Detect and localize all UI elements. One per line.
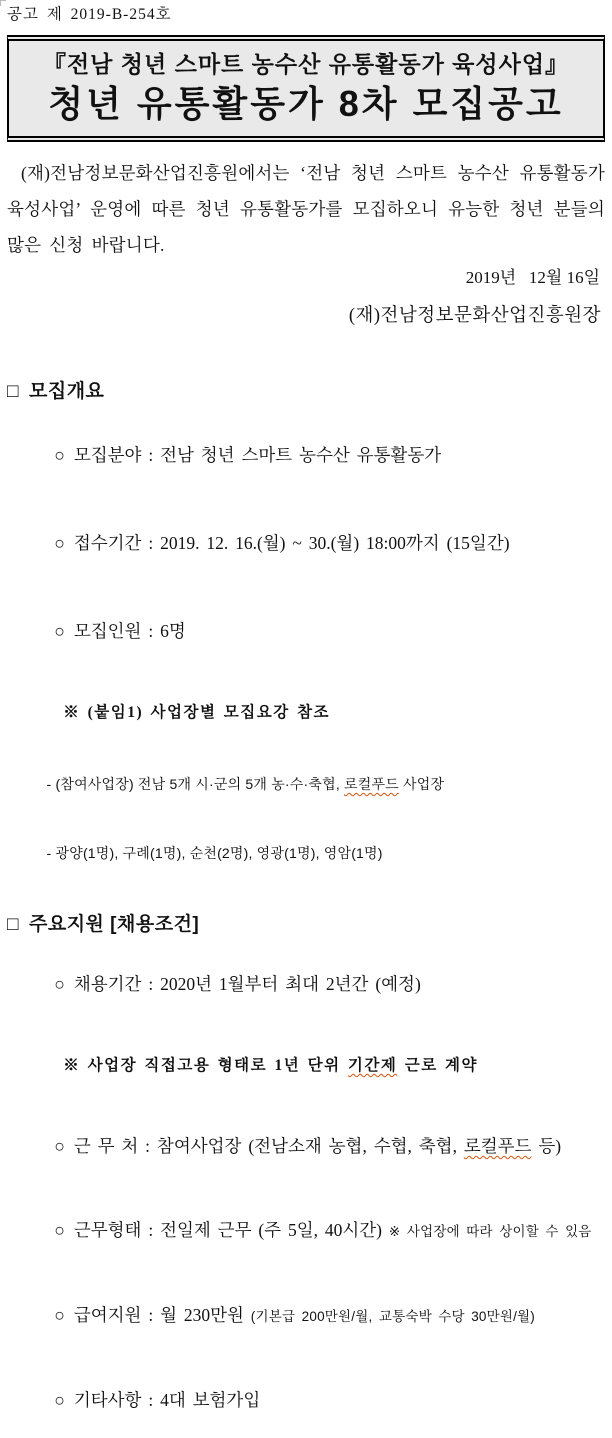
page-corner-crop-mark	[0, 0, 6, 6]
item-application-period	[7, 506, 605, 581]
circle-bullet-icon: ○	[54, 974, 65, 994]
colon: :	[141, 1390, 161, 1410]
colon: :	[138, 1136, 157, 1156]
item-label: 채용기간	[73, 974, 142, 994]
item-value: 4대 보험가입	[160, 1390, 261, 1410]
item-remark: (기본급 200만원/월, 교통숙박 수당 30만원/월)	[250, 1309, 535, 1324]
detail-text: (참여사업장) 전남 5개 시·군의 5개 농·수·축협,	[55, 776, 344, 792]
item-workplace	[7, 1109, 605, 1184]
item-employment-period	[7, 947, 605, 1022]
square-bullet-icon: □	[7, 914, 19, 935]
colon: :	[141, 1305, 161, 1325]
section-recruit-overview	[7, 379, 605, 885]
circle-bullet-icon: ○	[54, 445, 65, 465]
colon: :	[141, 621, 161, 641]
item-label: 모집인원	[73, 621, 142, 641]
doc-number: 공고 제 2019-B-254호	[7, 6, 172, 23]
spellcheck-word: 로컬푸드	[344, 776, 399, 792]
note-text: 근로 계약	[397, 1057, 478, 1074]
reference-mark-icon: ※	[63, 1057, 88, 1074]
section-heading-label: 주요지원 [채용조건]	[28, 914, 200, 935]
colon: :	[141, 533, 161, 553]
program-subtitle: 『전남 청년 스마트 농수산 유통활동가 육성사업』	[42, 51, 570, 77]
item-recruit-count	[7, 594, 605, 669]
detail-participating-workplaces	[7, 753, 605, 816]
note-contract-type	[7, 1031, 605, 1100]
item-work-type	[7, 1193, 605, 1269]
detail-region-quota	[7, 822, 605, 885]
section-heading-support	[7, 912, 605, 938]
intro-paragraph: (재)전남정보문화산업진흥원에서는 ‘전남 청년 스마트 농수산 유통활동가 육성사업’ 운영에 따른 청년 유통활동가를 모집하오니 유능한 청년 분들의 많은 신청 바랍니다.	[7, 163, 605, 255]
page-title: 청년 유통활동가 8차 모집공고	[48, 83, 564, 124]
note-text: 사업장 직접고용 형태로 1년 단위	[87, 1057, 348, 1074]
colon: :	[141, 1220, 161, 1240]
dash-bullet-icon: -	[46, 845, 56, 861]
title-box	[7, 35, 605, 142]
item-salary	[7, 1278, 605, 1354]
item-label: 모집분야	[73, 445, 142, 465]
section-support	[7, 912, 605, 1438]
item-label: 근무형태	[73, 1220, 142, 1240]
circle-bullet-icon: ○	[54, 1305, 65, 1325]
square-bullet-icon: □	[7, 381, 19, 402]
announcement-date: 2019년 12월 16일	[465, 268, 600, 287]
spellcheck-word: 로컬푸드	[463, 1136, 532, 1156]
item-value: 월 230만원	[160, 1305, 251, 1325]
item-value: 참여사업장 (전남소재 농협, 수협, 축협,	[156, 1136, 464, 1156]
item-label: 접수기간	[73, 533, 142, 553]
item-remark: ※ 사업장에 따라 상이할 수 있음	[388, 1224, 592, 1239]
colon: :	[141, 974, 161, 994]
circle-bullet-icon: ○	[54, 533, 65, 553]
item-value: 2020년 1월부터 최대 2년간 (예정)	[160, 974, 421, 994]
circle-bullet-icon: ○	[54, 1136, 65, 1156]
item-value: 2019. 12. 16.(월) ~ 30.(월) 18:00까지 (15일간)	[160, 533, 510, 553]
detail-text: 광양(1명), 구례(1명), 순천(2명), 영광(1명), 영암(1명)	[55, 845, 383, 861]
spellcheck-word: 기간제	[347, 1057, 398, 1074]
reference-mark-icon: ※	[63, 704, 88, 721]
item-recruit-field	[7, 418, 605, 493]
item-label: 근 무 처	[73, 1136, 139, 1156]
item-value: 6명	[160, 621, 186, 641]
dash-bullet-icon: -	[46, 776, 56, 792]
circle-bullet-icon: ○	[54, 1220, 65, 1240]
item-etc	[7, 1363, 605, 1438]
colon: :	[141, 445, 161, 465]
item-label: 급여지원	[73, 1305, 142, 1325]
section-heading-overview	[7, 379, 605, 405]
detail-text: 사업장	[398, 776, 445, 792]
section-heading-label: 모집개요	[28, 381, 105, 402]
note-text: (붙임1) 사업장별 모집요강 참조	[87, 704, 331, 721]
circle-bullet-icon: ○	[54, 1390, 65, 1410]
item-label: 기타사항	[73, 1390, 142, 1410]
signer: (재)전남정보문화산업진흥원장	[348, 306, 601, 326]
item-value: 전남 청년 스마트 농수산 유통활동가	[160, 445, 442, 465]
circle-bullet-icon: ○	[54, 621, 65, 641]
note-attachment-reference	[7, 678, 605, 747]
item-value: 전일제 근무 (주 5일, 40시간)	[160, 1220, 389, 1240]
item-value: 등)	[531, 1136, 562, 1156]
